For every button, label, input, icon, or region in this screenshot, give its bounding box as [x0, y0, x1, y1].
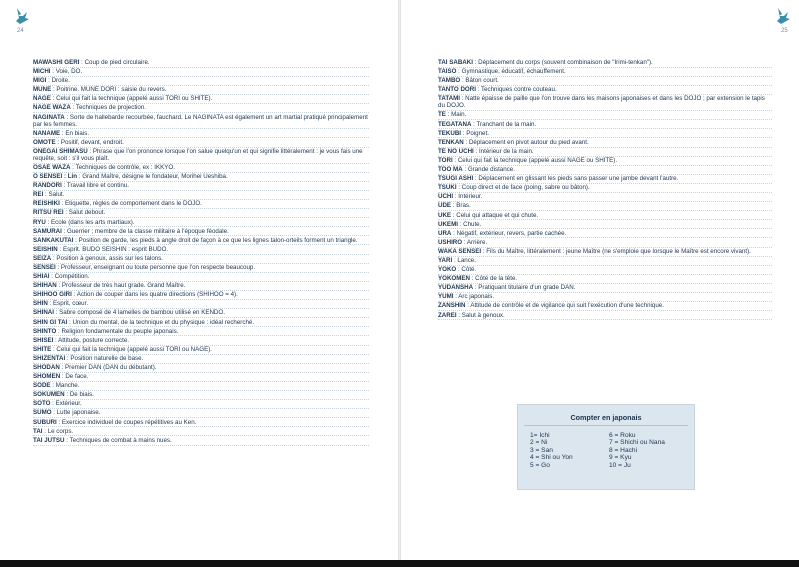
- term-separator: :: [73, 236, 79, 244]
- glossary-definition: Phrase que l'on prononce lorsque l'on salue quelqu'un et qui signifie littéralement : je vous fais une requête, soit : s'il vous plaît.: [33, 147, 363, 162]
- glossary-entry: [33, 300, 369, 309]
- term-separator: :: [473, 284, 479, 292]
- glossary-entry: [33, 355, 369, 364]
- glossary-definition: Tranchant de la main.: [476, 120, 537, 128]
- term-separator: :: [453, 193, 459, 201]
- glossary-entry: [438, 257, 772, 266]
- glossary-definition: Celui qui fait la technique (appelé aussi TORI ou SHITE).: [56, 95, 213, 103]
- glossary-definition: Exercice individuel de coupes répétitives au Ken.: [61, 418, 197, 426]
- term-separator: :: [64, 391, 70, 399]
- term-separator: :: [64, 113, 70, 121]
- term-separator: :: [61, 227, 68, 235]
- glossary-term: NAGE: [33, 95, 51, 103]
- glossary-term: USHIRO: [438, 238, 463, 246]
- term-separator: :: [456, 68, 462, 76]
- term-separator: :: [59, 200, 65, 208]
- glossary-definition: Grande distance.: [467, 166, 515, 174]
- term-separator: :: [61, 182, 67, 190]
- term-separator: :: [51, 409, 57, 417]
- glossary-definition: Celui qui fait la technique (appelé aussi TORI ou NAGE).: [56, 345, 212, 353]
- glossary-definition: Etiquette, règles de comportement dans le DOJO.: [65, 200, 202, 208]
- glossary-entry: [33, 59, 369, 68]
- term-separator: :: [70, 163, 76, 171]
- glossary-definition: Déplacement du corps (souvent combinaison de "Irimi-tenkan").: [478, 59, 653, 66]
- term-separator: :: [452, 156, 458, 164]
- glossary-entry: [438, 248, 772, 257]
- counting-list-left: [530, 432, 573, 469]
- glossary-definition: De biais.: [69, 391, 94, 399]
- glossary-definition: Bâton court.: [465, 77, 499, 85]
- glossary-entry: [33, 400, 369, 409]
- glossary-definition: Techniques contre couteau.: [480, 86, 557, 94]
- term-separator: :: [50, 68, 56, 76]
- glossary-definition: Celui qui attaque et qui chute.: [456, 211, 539, 219]
- glossary-entry: [438, 59, 772, 68]
- glossary-definition: Travail libre et continu.: [66, 182, 129, 190]
- glossary-entry: [438, 266, 772, 275]
- glossary-entry: [33, 337, 369, 346]
- glossary-entry: [438, 239, 772, 248]
- glossary-term: SEIZA: [33, 254, 52, 262]
- glossary-term: SHIHOO GIRI: [33, 291, 72, 299]
- counting-box-title: Compter en japonais: [570, 413, 642, 422]
- term-separator: :: [55, 138, 61, 146]
- term-separator: :: [79, 59, 85, 66]
- glossary-definition: Premier DAN (DAN du débutant).: [65, 364, 157, 371]
- glossary-definition: Action de couper dans les quatre directions (SHIHOO = 4).: [76, 291, 238, 299]
- glossary-term: TENKAN: [438, 138, 464, 146]
- glossary-entry: [33, 437, 369, 446]
- glossary-term: SOTO: [33, 400, 51, 408]
- glossary-definition: Esprit. BUDO SEISHIN : esprit BUDO.: [62, 245, 169, 253]
- term-separator: :: [50, 95, 57, 103]
- glossary-term: SHITE: [33, 345, 52, 353]
- glossary-definition: Attitude de contrôle et de vigilance qui suit l'exécution d'une technique.: [470, 302, 664, 310]
- glossary-term: TANTO DORI: [438, 86, 476, 94]
- glossary-entry: [438, 121, 772, 130]
- glossary-entry: [33, 228, 369, 237]
- glossary-term: TAI SABAKI: [438, 59, 473, 66]
- glossary-definition: Arc japonais.: [458, 293, 495, 301]
- glossary-definition: Intérieur.: [458, 193, 483, 201]
- count-item: 4 = Shi ou Yon: [530, 454, 573, 462]
- glossary-definition: Professeur, enseignant ou toute personne que l'on respecte beaucoup.: [60, 263, 256, 271]
- count-item: 10 = Ju: [609, 461, 631, 469]
- term-separator: :: [51, 254, 57, 262]
- page-number: 25: [781, 28, 788, 34]
- glossary-term: UCHI: [438, 193, 454, 201]
- glossary-entry: [33, 68, 369, 77]
- term-separator: :: [71, 291, 77, 299]
- glossary-term: YARI: [438, 256, 453, 264]
- term-separator: :: [70, 104, 76, 112]
- term-separator: :: [46, 77, 52, 85]
- glossary-term: SUMO: [33, 409, 52, 417]
- term-separator: :: [469, 275, 476, 283]
- glossary-column-right: [438, 59, 772, 321]
- term-separator: :: [465, 302, 471, 310]
- glossary-term: ZAREI: [438, 311, 457, 319]
- count-item: 5 = Go: [530, 461, 550, 469]
- counting-box: [517, 404, 695, 490]
- glossary-entry: [438, 202, 772, 211]
- term-separator: :: [445, 111, 452, 119]
- glossary-entry: [33, 130, 369, 139]
- glossary-entry: [438, 230, 772, 239]
- glossary-term: RITSU REI: [33, 209, 64, 217]
- glossary-definition: Position à genoux, assis sur les talons.: [56, 254, 164, 262]
- glossary-definition: Fils du Maître, littéralement : jeune Maître (ne s'emploie que lorsque le Maître est encore vivant).: [486, 247, 751, 255]
- glossary-term: SEISHIN: [33, 245, 58, 253]
- term-separator: :: [481, 247, 487, 255]
- glossary-definition: Le corps.: [47, 427, 74, 435]
- glossary-entry: [33, 273, 369, 282]
- term-separator: :: [463, 138, 469, 146]
- glossary-term: TSUKI: [438, 184, 457, 192]
- term-separator: :: [460, 77, 466, 85]
- glossary-definition: Natte épaisse de paille que l'on trouve dans les maisons japonaises et dans les DOJO ; par extension le tapis du DOJO.: [438, 95, 765, 110]
- glossary-entry: [33, 328, 369, 337]
- glossary-term: TATAMI: [438, 95, 460, 103]
- term-separator: :: [56, 327, 62, 335]
- glossary-entry: [33, 319, 369, 328]
- term-separator: :: [60, 373, 66, 381]
- count-item: 8 = Hachi: [609, 446, 638, 454]
- term-separator: :: [63, 209, 69, 217]
- glossary-entry: [33, 291, 369, 300]
- glossary-definition: Poignet.: [466, 129, 489, 137]
- glossary-definition: Ecole (dans les arts martiaux).: [51, 218, 135, 226]
- glossary-entry: [33, 86, 369, 95]
- glossary-definition: Grand Maître, désigne le fondateur, Morihei Ueshiba.: [82, 173, 228, 181]
- glossary-term: REISHIKI: [33, 200, 60, 208]
- term-separator: :: [473, 175, 479, 183]
- term-separator: :: [453, 293, 459, 301]
- glossary-term: TEGATANA: [438, 120, 472, 128]
- glossary-definition: Salut debout.: [68, 209, 106, 217]
- glossary-term: SHIZENTAI: [33, 354, 66, 362]
- glossary-term: TEKUBI: [438, 129, 462, 137]
- glossary-entry: [33, 114, 369, 130]
- glossary-term: SAMURAI: [33, 227, 62, 235]
- glossary-entry: [33, 346, 369, 355]
- glossary-term: UKEMI: [438, 220, 458, 228]
- glossary-entry: [33, 237, 369, 246]
- glossary-entry: [438, 130, 772, 139]
- glossary-term: MAWASHI GERI: [33, 59, 80, 66]
- glossary-definition: Intérieur de la main.: [478, 147, 534, 155]
- glossary-term: SHIN: [33, 300, 48, 308]
- left-page: [0, 0, 398, 560]
- glossary-definition: Positif, devant, endroit.: [60, 138, 124, 146]
- glossary-term: OSAE WAZA: [33, 163, 71, 171]
- glossary-term: ONEGAI SHIMASU: [33, 147, 88, 155]
- divider: [524, 425, 688, 426]
- glossary-entry: [33, 182, 369, 191]
- glossary-entry: [33, 200, 369, 209]
- glossary-entry: [438, 95, 772, 111]
- glossary-term: TSUGI ASHI: [438, 175, 474, 183]
- glossary-definition: En biais.: [65, 129, 90, 137]
- term-separator: :: [53, 309, 60, 317]
- glossary-entry: [33, 104, 369, 113]
- term-separator: :: [65, 354, 71, 362]
- glossary-definition: Compétition.: [54, 273, 90, 281]
- term-separator: :: [53, 336, 59, 344]
- count-item: 2 = Ni: [530, 439, 548, 447]
- glossary-entry: [33, 373, 369, 382]
- glossary-entry: [33, 409, 369, 418]
- glossary-term: UKE: [438, 211, 452, 219]
- term-separator: :: [50, 382, 56, 390]
- term-separator: :: [47, 300, 53, 308]
- page-number: 24: [17, 28, 24, 34]
- term-separator: :: [51, 345, 57, 353]
- glossary-term: TAI JUTSU: [33, 436, 65, 444]
- term-separator: :: [451, 202, 457, 210]
- count-item: 6 = Roku: [609, 432, 636, 439]
- footer-bar: [0, 560, 799, 567]
- count-item: 7 = Shichi ou Nana: [609, 439, 665, 447]
- glossary-definition: Coup direct et de face (poing, sabre ou bâton).: [461, 184, 590, 192]
- glossary-definition: Extérieur.: [55, 400, 82, 408]
- glossary-definition: Sorte de hallebarde recourbée, fauchard. Le NAGINATA est également un art martial pratiqué principalement par les femmes.: [33, 113, 368, 128]
- glossary-definition: Salut à genoux.: [461, 311, 505, 319]
- glossary-term: TAMBO: [438, 77, 461, 85]
- glossary-definition: Techniques de contrôle, ex : IKKYO.: [75, 163, 175, 171]
- glossary-entry: [438, 86, 772, 95]
- glossary-term: MUNE: [33, 86, 52, 94]
- bird-logo-icon: [775, 6, 793, 26]
- glossary-definition: Techniques de projection.: [75, 104, 147, 112]
- term-separator: :: [57, 245, 63, 253]
- term-separator: :: [472, 59, 479, 66]
- glossary-term: RYU: [33, 218, 46, 226]
- term-separator: :: [49, 273, 55, 281]
- glossary-term: ZANSHIN: [438, 302, 466, 310]
- glossary-column-left: [33, 59, 369, 446]
- glossary-entry: [33, 419, 369, 428]
- term-separator: :: [87, 147, 93, 155]
- term-separator: :: [51, 86, 57, 94]
- glossary-entry: [438, 157, 772, 166]
- term-separator: :: [56, 282, 62, 290]
- term-separator: :: [456, 184, 462, 192]
- glossary-entry: [438, 312, 772, 321]
- glossary-term: SHODAN: [33, 364, 60, 371]
- glossary-term: YOKO: [438, 266, 457, 274]
- glossary-definition: Coup de pied circulaire.: [84, 59, 150, 66]
- glossary-entry: [33, 191, 369, 200]
- glossary-definition: Négatif, extérieur, revers, partie cachée.: [456, 229, 567, 237]
- term-separator: :: [456, 266, 462, 274]
- term-separator: :: [457, 220, 464, 228]
- term-separator: :: [56, 418, 62, 426]
- glossary-definition: Salut.: [48, 191, 65, 199]
- glossary-entry: [438, 284, 772, 293]
- glossary-term: SODE: [33, 382, 51, 390]
- glossary-definition: Côté.: [461, 266, 477, 274]
- glossary-entry: [438, 221, 772, 230]
- glossary-definition: Techniques de combat à mains nues.: [69, 436, 172, 444]
- glossary-term: SHOMEN: [33, 373, 61, 381]
- glossary-definition: Esprit, cœur.: [52, 300, 89, 308]
- glossary-term: TE NO UCHI: [438, 147, 474, 155]
- glossary-entry: [438, 275, 772, 284]
- term-separator: :: [461, 129, 467, 137]
- glossary-entry: [438, 111, 772, 120]
- glossary-term: TOO MA: [438, 166, 463, 174]
- glossary-definition: Chute.: [463, 220, 482, 228]
- glossary-definition: Attitude, posture correcte.: [58, 336, 129, 344]
- glossary-entry: [438, 148, 772, 157]
- glossary-entry: [33, 148, 369, 164]
- glossary-entry: [33, 164, 369, 173]
- glossary-term: YOKOMEN: [438, 275, 470, 283]
- term-separator: :: [456, 311, 462, 319]
- glossary-entry: [438, 175, 772, 184]
- glossary-entry: [33, 264, 369, 273]
- term-separator: :: [59, 364, 65, 371]
- glossary-term: TE: [438, 111, 446, 119]
- glossary-entry: [33, 364, 369, 373]
- bird-logo-icon: [14, 6, 32, 26]
- glossary-definition: Celui qui fait la technique (appelé aussi NAGE ou SHITE).: [457, 156, 618, 164]
- glossary-term: SHINTO: [33, 327, 57, 335]
- glossary-term: SHIHAN: [33, 282, 57, 290]
- term-separator: :: [471, 120, 477, 128]
- term-separator: :: [451, 229, 457, 237]
- term-separator: :: [462, 238, 467, 246]
- term-separator: :: [462, 166, 468, 174]
- glossary-definition: Poitrine. MUNE DORI : saisie du revers.: [56, 86, 167, 94]
- glossary-definition: De face.: [65, 373, 89, 381]
- glossary-entry: [438, 77, 772, 86]
- glossary-definition: Déplacement en glissant les pieds sans passer une jambe devant l'autre.: [478, 175, 679, 183]
- glossary-term: SOKUMEN: [33, 391, 65, 399]
- glossary-entry: [438, 212, 772, 221]
- glossary-term: NANAME: [33, 129, 61, 137]
- glossary-term: SHIN GI TAI: [33, 318, 68, 326]
- term-separator: :: [475, 86, 481, 94]
- glossary-entry: [33, 255, 369, 264]
- count-item: 3 = San: [530, 446, 553, 454]
- glossary-definition: Main.: [451, 111, 467, 119]
- glossary-definition: Manche.: [55, 382, 80, 390]
- glossary-definition: Droite.: [51, 77, 70, 85]
- glossary-term: NAGE WAZA: [33, 104, 71, 112]
- glossary-term: SHISEI: [33, 336, 54, 344]
- glossary-entry: [33, 428, 369, 437]
- term-separator: :: [77, 173, 83, 181]
- glossary-term: RANDORI: [33, 182, 62, 190]
- term-separator: :: [473, 147, 479, 155]
- glossary-term: SUBURI: [33, 418, 57, 426]
- glossary-entry: [438, 193, 772, 202]
- glossary-entry: [33, 391, 369, 400]
- term-separator: :: [452, 256, 458, 264]
- term-separator: :: [60, 129, 66, 137]
- glossary-definition: Côté de la tête.: [475, 275, 518, 283]
- term-separator: :: [67, 318, 73, 326]
- glossary-definition: Professeur de très haut grade. Grand Maître.: [61, 282, 186, 290]
- term-separator: :: [64, 436, 70, 444]
- glossary-definition: Lance.: [457, 256, 476, 264]
- glossary-term: MICHI: [33, 68, 51, 76]
- glossary-term: TAISO: [438, 68, 457, 76]
- term-separator: :: [50, 400, 56, 408]
- glossary-definition: Arrière.: [466, 238, 488, 246]
- glossary-term: MIGI: [33, 77, 47, 85]
- glossary-definition: Religion fondamentale du peuple japonais.: [61, 327, 179, 335]
- glossary-entry: [33, 309, 369, 318]
- glossary-term: SHIAI: [33, 273, 50, 281]
- glossary-entry: [438, 302, 772, 311]
- glossary-entry: [33, 173, 369, 182]
- term-separator: :: [45, 218, 52, 226]
- glossary-entry: [33, 139, 369, 148]
- term-separator: :: [43, 191, 49, 199]
- glossary-term: YUMI: [438, 293, 454, 301]
- glossary-entry: [438, 139, 772, 148]
- glossary-entry: [438, 184, 772, 193]
- glossary-definition: Pratiquant titulaire d'un grade DAN.: [478, 284, 576, 292]
- term-separator: :: [55, 263, 61, 271]
- term-separator: :: [460, 95, 466, 103]
- glossary-term: SENSEI: [33, 263, 56, 271]
- glossary-definition: Position naturelle de base.: [70, 354, 144, 362]
- glossary-definition: Sabre composé de 4 lamelles de bambou utilisé en KENDO.: [59, 309, 225, 317]
- glossary-definition: Déplacement en pivot autour du pied avant.: [468, 138, 589, 146]
- glossary-term: TORI: [438, 156, 453, 164]
- glossary-term: SANKAKUTAI: [33, 236, 74, 244]
- glossary-definition: Gymnastique, éducatif, échauffement.: [461, 68, 566, 76]
- glossary-entry: [33, 209, 369, 218]
- glossary-definition: Bras.: [456, 202, 471, 210]
- glossary-term: NAGINATA: [33, 113, 65, 121]
- glossary-entry: [33, 95, 369, 104]
- count-item: 9 = Kyu: [609, 454, 632, 462]
- glossary-definition: Guerrier ; membre de la classe militaire à l'époque féodale.: [67, 227, 229, 235]
- glossary-term: YUDANSHA: [438, 284, 474, 292]
- glossary-entry: [33, 246, 369, 255]
- glossary-term: UDE: [438, 202, 452, 210]
- term-separator: :: [451, 211, 457, 219]
- glossary-entry: [33, 282, 369, 291]
- count-item: 1= Ichi: [530, 432, 550, 439]
- glossary-term: WAKA SENSEI: [438, 247, 482, 255]
- glossary-term: URA: [438, 229, 452, 237]
- glossary-entry: [438, 166, 772, 175]
- glossary-entry: [438, 293, 772, 302]
- glossary-definition: Position de garde, les pieds à angle droit de façon à ce que les lignes talon-orteils forment un triangle.: [78, 236, 358, 244]
- glossary-entry: [33, 219, 369, 228]
- glossary-entry: [33, 382, 369, 391]
- glossary-term: O SENSEI : Lin: [33, 173, 78, 181]
- glossary-term: OMOTE: [33, 138, 56, 146]
- glossary-term: TAI: [33, 427, 43, 435]
- glossary-term: REI: [33, 191, 44, 199]
- glossary-entry: [33, 77, 369, 86]
- term-separator: :: [42, 427, 48, 435]
- glossary-definition: Voie, DO.: [55, 68, 83, 76]
- glossary-definition: Union du mental, de la technique et du physique : idéal recherché.: [72, 318, 255, 326]
- glossary-definition: Lutte japonaise.: [56, 409, 101, 417]
- glossary-term: SHINAI: [33, 309, 54, 317]
- glossary-entry: [438, 68, 772, 77]
- counting-list-right: [609, 432, 665, 469]
